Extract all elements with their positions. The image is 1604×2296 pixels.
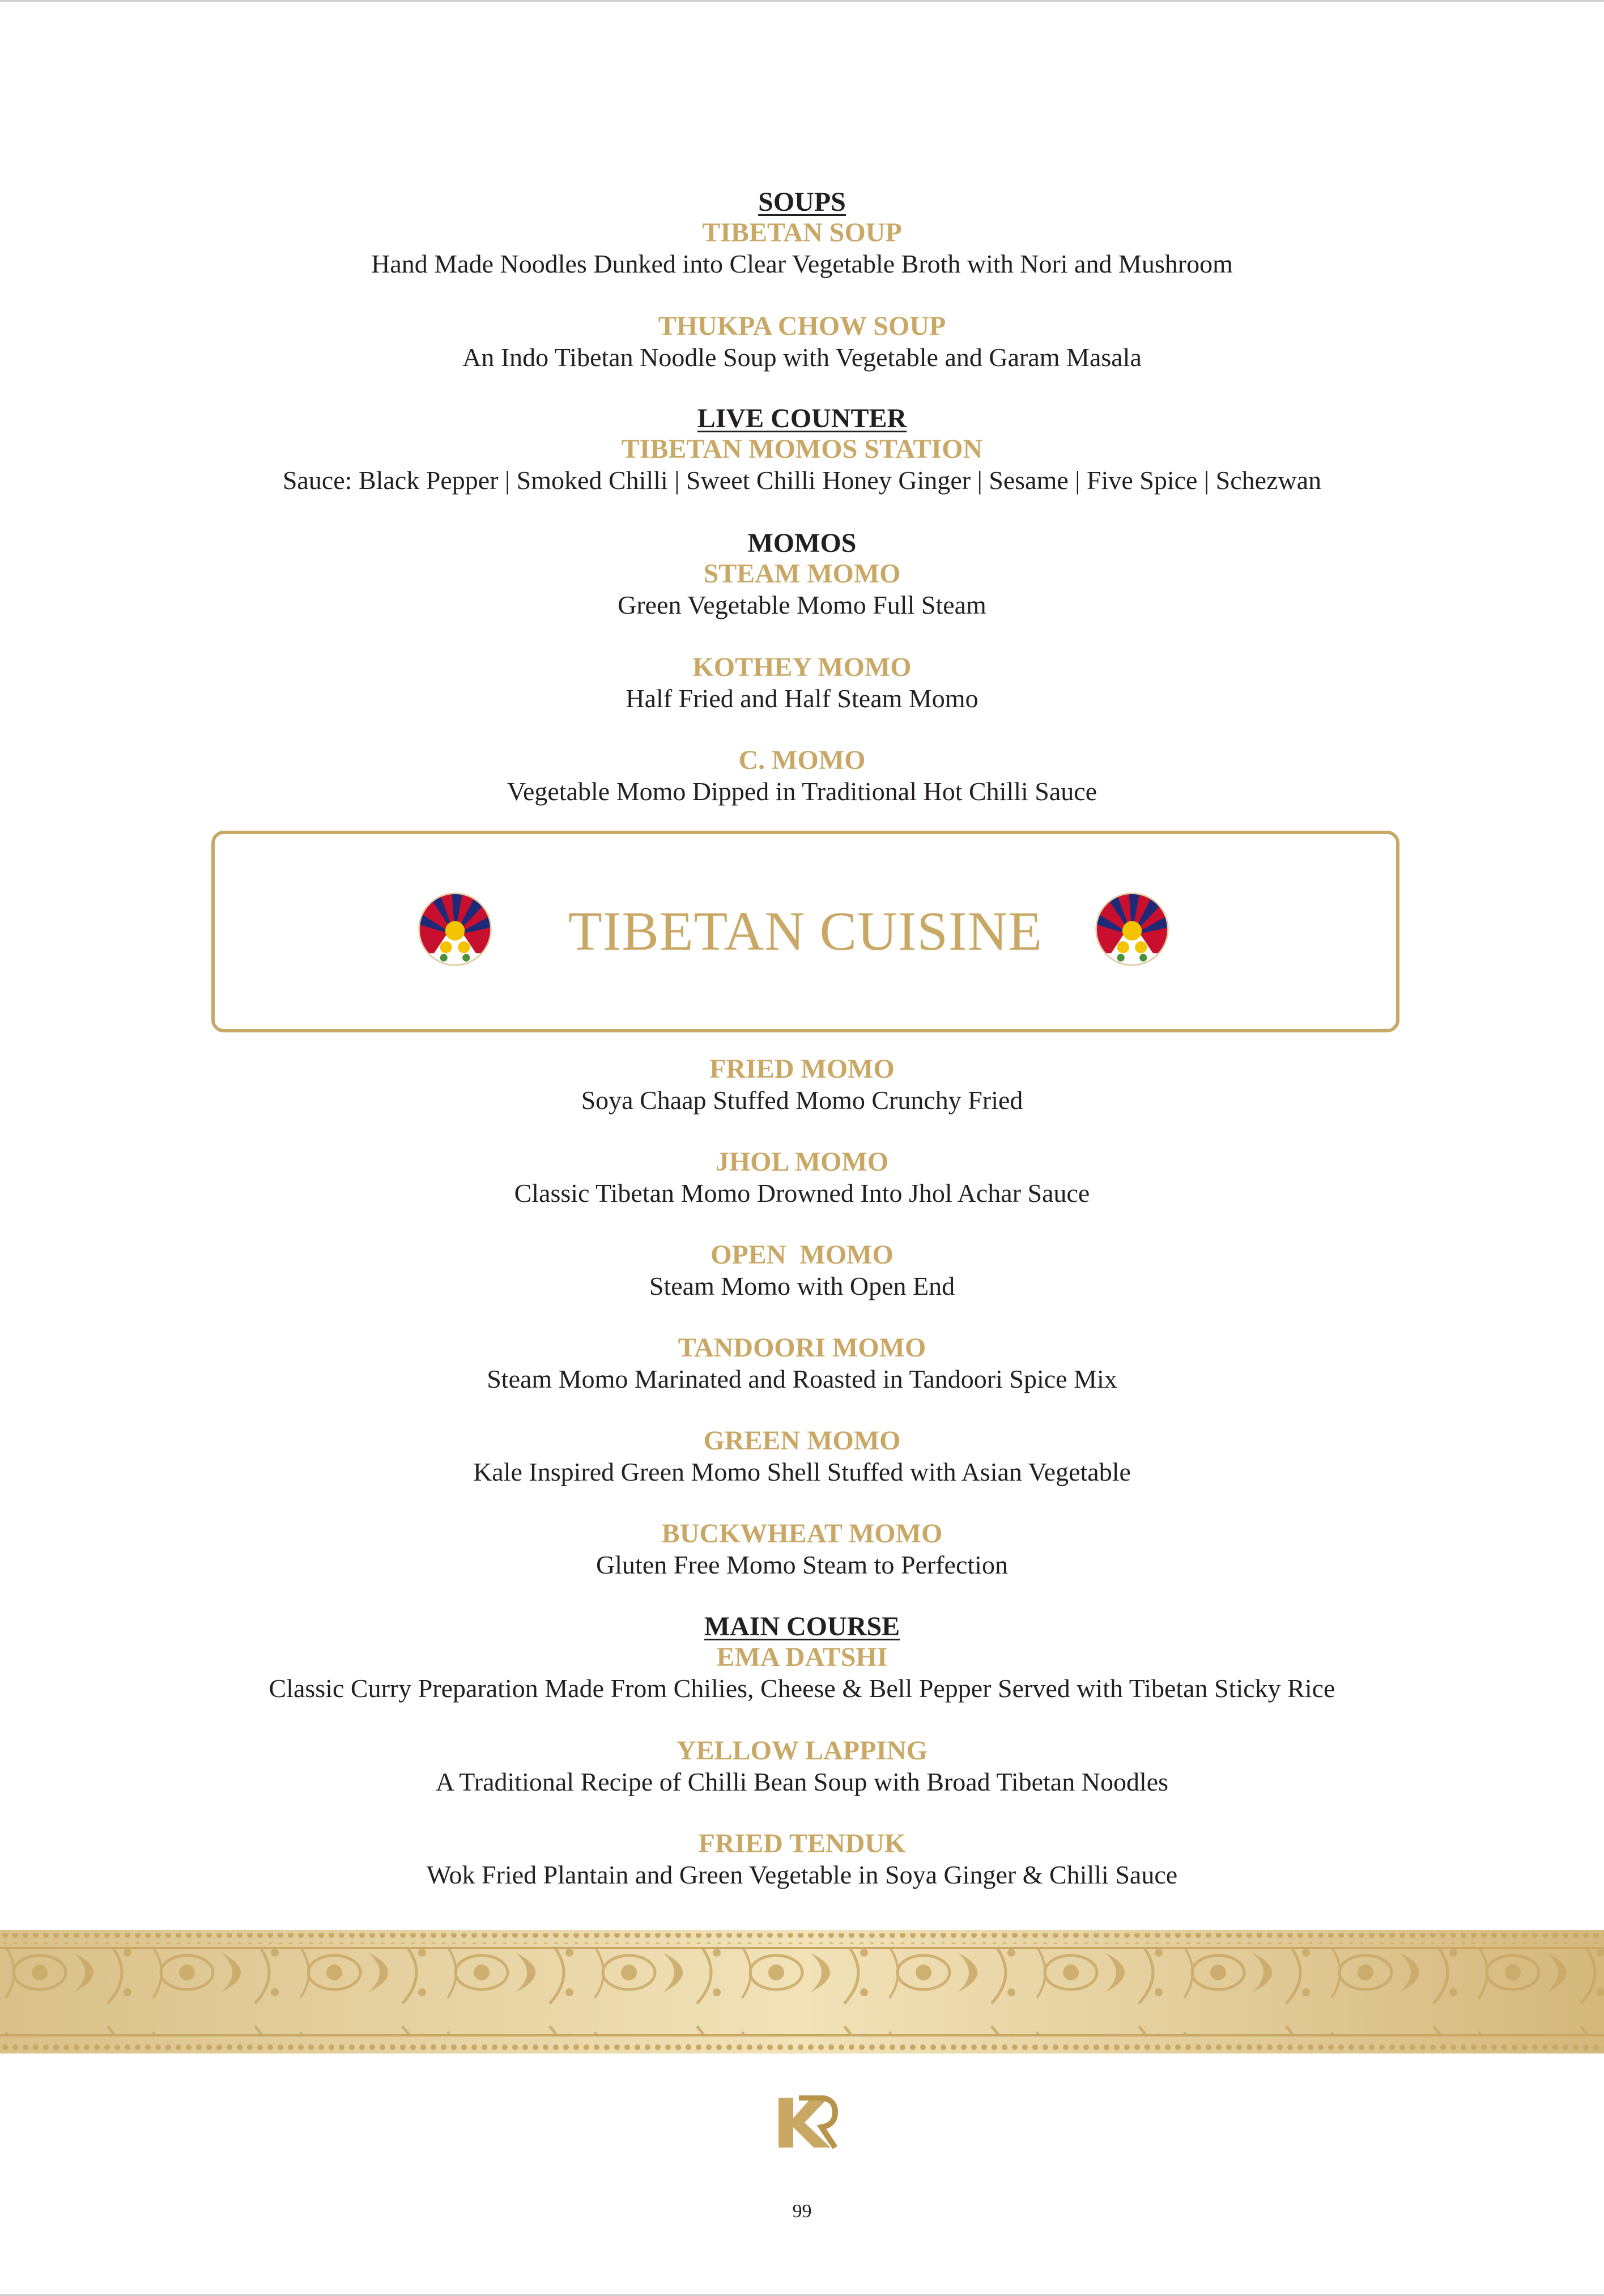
- menu-item: [0, 652, 1604, 715]
- dish-name: YELLOW LAPPING: [676, 1736, 928, 1766]
- dish-name: JHOL MOMO: [715, 1147, 889, 1177]
- menu-item: [0, 1054, 1604, 1116]
- dish-desc: Gluten Free Momo Steam to Perfection: [596, 1550, 1008, 1579]
- main-course-section: [0, 1612, 1604, 1704]
- menu-item: [0, 1829, 1604, 1891]
- dish-name: TIBETAN SOUP: [702, 218, 902, 248]
- dish-desc: Kale Inspired Green Momo Shell Stuffed with Asian Vegetable: [473, 1457, 1131, 1486]
- dish-desc: Steam Momo Marinated and Roasted in Tandoori Spice Mix: [487, 1364, 1117, 1393]
- menu-item: [0, 1240, 1604, 1302]
- dish-name: BUCKWHEAT MOMO: [661, 1519, 943, 1549]
- cuisine-banner: [211, 831, 1399, 1032]
- live-counter-heading: LIVE COUNTER: [697, 403, 907, 433]
- dish-desc: An Indo Tibetan Noodle Soup with Vegetable and Garam Masala: [462, 343, 1142, 372]
- ornamental-border: [0, 1930, 1604, 2053]
- dish-desc: Steam Momo with Open End: [649, 1272, 955, 1300]
- soups-section: [0, 187, 1604, 280]
- menu-item: [0, 1147, 1604, 1209]
- dish-desc: Wok Fried Plantain and Green Vegetable in Soya Ginger & Chilli Sauce: [426, 1860, 1178, 1889]
- momos-section: [0, 528, 1604, 621]
- dish-desc: Classic Tibetan Momo Drowned Into Jhol Achar Sauce: [514, 1179, 1090, 1207]
- dish-desc: Soya Chaap Stuffed Momo Crunchy Fried: [581, 1086, 1023, 1115]
- momos-heading: MOMOS: [747, 528, 857, 558]
- dish-name: THUKPA CHOW SOUP: [658, 311, 946, 341]
- dish-desc: Sauce: Black Pepper | Smoked Chilli | Sweet Chilli Honey Ginger | Sesame | Five Spice | Schezwan: [282, 466, 1322, 495]
- dish-name: TIBETAN MOMOS STATION: [621, 434, 983, 464]
- dish-name: FRIED MOMO: [709, 1054, 895, 1084]
- dish-name: TANDOORI MOMO: [678, 1333, 926, 1363]
- dish-name: C. MOMO: [738, 745, 866, 775]
- dish-desc: Hand Made Noodles Dunked into Clear Vegetable Broth with Nori and Mushroom: [371, 249, 1233, 278]
- dish-desc: Half Fried and Half Steam Momo: [626, 684, 978, 713]
- menu-item: [0, 311, 1604, 373]
- dish-desc: Vegetable Momo Dipped in Traditional Hot Chilli Sauce: [507, 777, 1097, 806]
- soups-heading: SOUPS: [758, 187, 846, 217]
- page-number: 99: [792, 2201, 812, 2222]
- dish-name: FRIED TENDUK: [698, 1829, 906, 1859]
- dish-name: GREEN MOMO: [703, 1426, 901, 1456]
- dish-desc: Green Vegetable Momo Full Steam: [618, 590, 986, 619]
- menu-item: [0, 1426, 1604, 1488]
- live-counter-section: [0, 403, 1604, 496]
- menu-item: [0, 1333, 1604, 1395]
- tibetan-flag-icon: [1095, 892, 1169, 967]
- menu-item: [0, 1736, 1604, 1798]
- menu-item: [0, 1519, 1604, 1581]
- kr-logo-icon: [776, 2095, 839, 2150]
- dish-desc: A Traditional Recipe of Chilli Bean Soup with Broad Tibetan Noodles: [435, 1767, 1169, 1796]
- dish-desc: Classic Curry Preparation Made From Chilies, Cheese & Bell Pepper Served with Tibetan Sticky Rice: [269, 1674, 1335, 1703]
- dish-name: EMA DATSHI: [716, 1642, 888, 1672]
- banner-title: TIBETAN CUISINE: [568, 901, 1043, 962]
- dish-name: OPEN MOMO: [710, 1240, 894, 1270]
- main-course-heading: MAIN COURSE: [704, 1612, 900, 1642]
- menu-item: [0, 745, 1604, 807]
- dish-name: KOTHEY MOMO: [692, 652, 912, 682]
- dish-name: STEAM MOMO: [703, 559, 901, 589]
